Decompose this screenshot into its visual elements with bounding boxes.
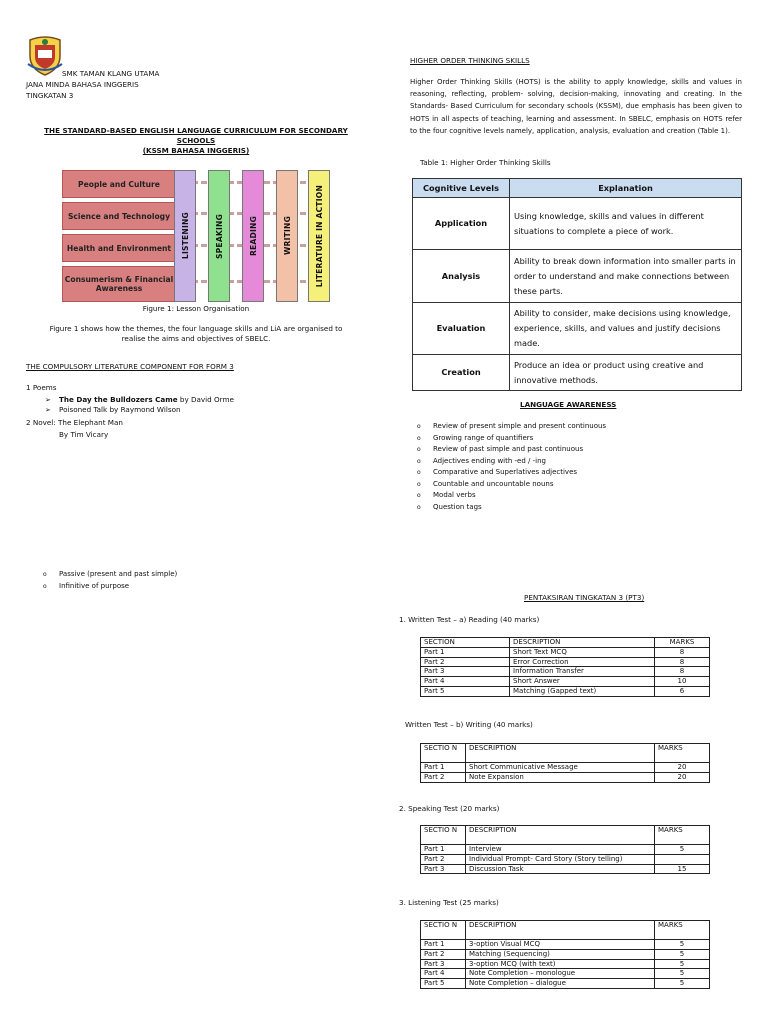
table-row xyxy=(421,949,710,959)
list-item: o Growing range of quantifiers xyxy=(417,433,606,445)
column-header: DESCRIPTION xyxy=(466,826,655,845)
table-row xyxy=(421,940,710,950)
table-cell: Matching (Sequencing) xyxy=(466,949,655,959)
table-cell: 3-option Visual MCQ xyxy=(466,940,655,950)
table-cell: Short Communicative Message xyxy=(466,763,655,773)
skill-label: SPEAKING xyxy=(214,213,224,259)
table-row xyxy=(413,355,742,391)
table-row xyxy=(421,677,710,687)
skill-label: LISTENING xyxy=(180,212,190,260)
header-line2: JANA MINDA BAHASA INGGERIS xyxy=(26,80,139,89)
table-row xyxy=(421,969,710,979)
theme-box: Science and Technology xyxy=(62,202,176,230)
table-row xyxy=(413,303,742,355)
table-cell: Part 5 xyxy=(421,686,510,696)
reading-label: 1. Written Test – a) Reading (40 marks) xyxy=(399,615,540,624)
poems-label: 1 Poems xyxy=(26,383,57,392)
table-cell: Note Completion – dialogue xyxy=(466,979,655,989)
table-cell: Information Transfer xyxy=(510,667,655,677)
table-cell: 5 xyxy=(655,940,710,950)
table-header-row xyxy=(421,744,710,763)
literature-heading: THE COMPULSORY LITERATURE COMPONENT FOR FORM 3 xyxy=(26,362,234,371)
skill-column-speaking xyxy=(208,170,230,302)
fig-desc-line2: realise the aims and objectives of SBELC. xyxy=(121,334,271,343)
skill-column-writing xyxy=(276,170,298,302)
column-header: DESCRIPTION xyxy=(510,638,655,648)
table-row xyxy=(421,959,710,969)
lesson-organisation-figure xyxy=(62,170,330,302)
column-header: SECTIO N xyxy=(421,744,466,763)
table-cell: 8 xyxy=(655,667,710,677)
list-item: o Adjectives ending with -ed / -ing xyxy=(417,456,606,468)
table-cell: 3-option MCQ (with text) xyxy=(466,959,655,969)
column-header: SECTIO N xyxy=(421,826,466,845)
table-row xyxy=(413,198,742,250)
column-header: Cognitive Levels xyxy=(413,179,510,198)
table-row xyxy=(421,845,710,855)
language-awareness-heading: LANGUAGE AWARENESS xyxy=(520,400,617,409)
list-item: o Countable and uncountable nouns xyxy=(417,479,606,491)
table-cell xyxy=(655,854,710,864)
table-row xyxy=(421,979,710,989)
table-cell: Error Correction xyxy=(510,657,655,667)
column-header: MARKS xyxy=(655,921,710,940)
table-cell: 8 xyxy=(655,647,710,657)
table-cell: Ability to consider, make decisions using knowledge, experience, skills, and values and justify decisions made. xyxy=(510,303,742,355)
table-row xyxy=(421,686,710,696)
column-header: Explanation xyxy=(510,179,742,198)
column-header: SECTIO N xyxy=(421,921,466,940)
extra-grammar-list xyxy=(43,569,177,592)
table-cell: Note Completion – monologue xyxy=(466,969,655,979)
table-cell: 20 xyxy=(655,763,710,773)
poem-author: by David Orme xyxy=(177,395,234,404)
list-item xyxy=(26,395,234,405)
writing-label: Written Test – b) Writing (40 marks) xyxy=(405,720,533,729)
table-cell: Evaluation xyxy=(413,303,510,355)
listening-label: 3. Listening Test (25 marks) xyxy=(399,898,499,907)
skill-label: WRITING xyxy=(282,216,292,256)
column-header: DESCRIPTION xyxy=(466,744,655,763)
skill-label: LITERATURE IN ACTION xyxy=(314,184,324,288)
list-item: o Review of past simple and past continuous xyxy=(417,444,606,456)
table-row xyxy=(421,657,710,667)
table-cell: 5 xyxy=(655,845,710,855)
speaking-label: 2. Speaking Test (20 marks) xyxy=(399,804,500,813)
table-cell: Produce an idea or product using creative and innovative methods. xyxy=(510,355,742,391)
pt3-heading: PENTAKSIRAN TINGKATAN 3 (PT3) xyxy=(524,593,645,602)
theme-box: People and Culture xyxy=(62,170,176,198)
column-header: DESCRIPTION xyxy=(466,921,655,940)
table-cell: Using knowledge, skills and values in different situations to complete a piece of work. xyxy=(510,198,742,250)
listening-table xyxy=(420,920,710,989)
table-cell: Application xyxy=(413,198,510,250)
figure-caption: Figure 1: Lesson Organisation xyxy=(142,304,250,313)
table-cell: 5 xyxy=(655,949,710,959)
title-line3: (KSSM BAHASA INGGERIS) xyxy=(142,146,250,155)
table-cell: Creation xyxy=(413,355,510,391)
writing-table xyxy=(420,743,710,783)
column-header: SECTION xyxy=(421,638,510,648)
figure-description xyxy=(26,324,366,344)
table-row xyxy=(421,854,710,864)
table-cell: 15 xyxy=(655,864,710,874)
table-caption: Table 1: Higher Order Thinking Skills xyxy=(420,158,551,167)
skill-column-listening xyxy=(174,170,196,302)
list-item: o Infinitive of purpose xyxy=(43,581,177,593)
theme-box: Consumerism & Financial Awareness xyxy=(62,266,176,302)
table-header-row xyxy=(413,179,742,198)
table-cell: Part 1 xyxy=(421,647,510,657)
curriculum-title xyxy=(26,126,366,156)
theme-box: Health and Environment xyxy=(62,234,176,262)
table-cell: Part 2 xyxy=(421,949,466,959)
table-cell: Part 1 xyxy=(421,763,466,773)
list-item xyxy=(26,405,234,415)
table-header-row xyxy=(421,826,710,845)
column-header: MARKS xyxy=(655,744,710,763)
novel-author: By Tim Vicary xyxy=(59,430,109,439)
skill-label: READING xyxy=(248,215,258,257)
table-row xyxy=(421,864,710,874)
header-line3: TINGKATAN 3 xyxy=(26,91,74,100)
language-awareness-list xyxy=(417,421,606,513)
hots-paragraph: Higher Order Thinking Skills (HOTS) is the ability to apply knowledge, skills and values in reasoning, reflecting, problem- solving, decision-making, innovating and creating. In the Standards- Based Curriculum for secondary schools (KSSM), due emphasis has been given to HOTS in all aspects of teaching, learning and assessment. In SBELC, emphasis on HOTS refer to the four cognitive levels namely, application, analysis, evaluation and creation (Table 1). xyxy=(410,78,742,135)
table-row xyxy=(421,772,710,782)
skill-column-reading xyxy=(242,170,264,302)
table-header-row xyxy=(421,638,710,648)
table-row xyxy=(421,667,710,677)
poem-title: Poisoned Talk xyxy=(59,405,108,414)
column-header: MARKS xyxy=(655,826,710,845)
table-cell: Part 3 xyxy=(421,667,510,677)
table-row xyxy=(413,250,742,303)
speaking-table xyxy=(420,825,710,874)
reading-table xyxy=(420,637,710,697)
list-item: o Review of present simple and present continuous xyxy=(417,421,606,433)
table-cell: Ability to break down information into smaller parts in order to understand and make connections between these parts. xyxy=(510,250,742,303)
table-row xyxy=(421,647,710,657)
table-cell: Part 2 xyxy=(421,854,466,864)
title-line1: THE STANDARD-BASED ENGLISH LANGUAGE CURRICULUM FOR SECONDARY xyxy=(44,126,348,135)
list-item: o Comparative and Superlatives adjectives xyxy=(417,467,606,479)
table-cell: Part 1 xyxy=(421,940,466,950)
poem-title: The Day the Bulldozers Came xyxy=(59,395,178,404)
table-cell: Discussion Task xyxy=(466,864,655,874)
table-cell: Part 4 xyxy=(421,677,510,687)
table-cell: Analysis xyxy=(413,250,510,303)
table-cell: Matching (Gapped text) xyxy=(510,686,655,696)
table-cell: Part 3 xyxy=(421,864,466,874)
list-item: o Modal verbs xyxy=(417,490,606,502)
table-cell: 8 xyxy=(655,657,710,667)
table-cell: Part 1 xyxy=(421,845,466,855)
table-cell: 5 xyxy=(655,969,710,979)
table-cell: 5 xyxy=(655,959,710,969)
novel-line: 2 Novel: The Elephant Man xyxy=(26,418,123,427)
fig-desc-line1: Figure 1 shows how the themes, the four language skills and LiA are organised to xyxy=(49,324,343,333)
poem-author: by Raymond Wilson xyxy=(107,405,181,414)
title-line2: SCHOOLS xyxy=(176,136,216,145)
hots-heading: HIGHER ORDER THINKING SKILLS xyxy=(410,56,530,65)
table-cell: 10 xyxy=(655,677,710,687)
skill-column-literature xyxy=(308,170,330,302)
table-cell: Short Text MCQ xyxy=(510,647,655,657)
table-header-row xyxy=(421,921,710,940)
table-cell: 6 xyxy=(655,686,710,696)
column-header: MARKS xyxy=(655,638,710,648)
table-cell: 5 xyxy=(655,979,710,989)
table-cell: Individual Prompt- Card Story (Story telling) xyxy=(466,854,655,864)
school-crest-logo xyxy=(26,36,64,76)
table-cell: Note Expansion xyxy=(466,772,655,782)
table-cell: Part 4 xyxy=(421,969,466,979)
school-name: SMK TAMAN KLANG UTAMA xyxy=(62,69,160,78)
table-row xyxy=(421,763,710,773)
poem-list xyxy=(26,395,234,415)
table-cell: Part 3 xyxy=(421,959,466,969)
table-cell: 20 xyxy=(655,772,710,782)
hots-table xyxy=(412,178,742,391)
table-cell: Part 2 xyxy=(421,657,510,667)
table-cell: Short Answer xyxy=(510,677,655,687)
table-cell: Part 2 xyxy=(421,772,466,782)
list-item: o Passive (present and past simple) xyxy=(43,569,177,581)
list-item: o Question tags xyxy=(417,502,606,514)
table-cell: Interview xyxy=(466,845,655,855)
table-cell: Part 5 xyxy=(421,979,466,989)
